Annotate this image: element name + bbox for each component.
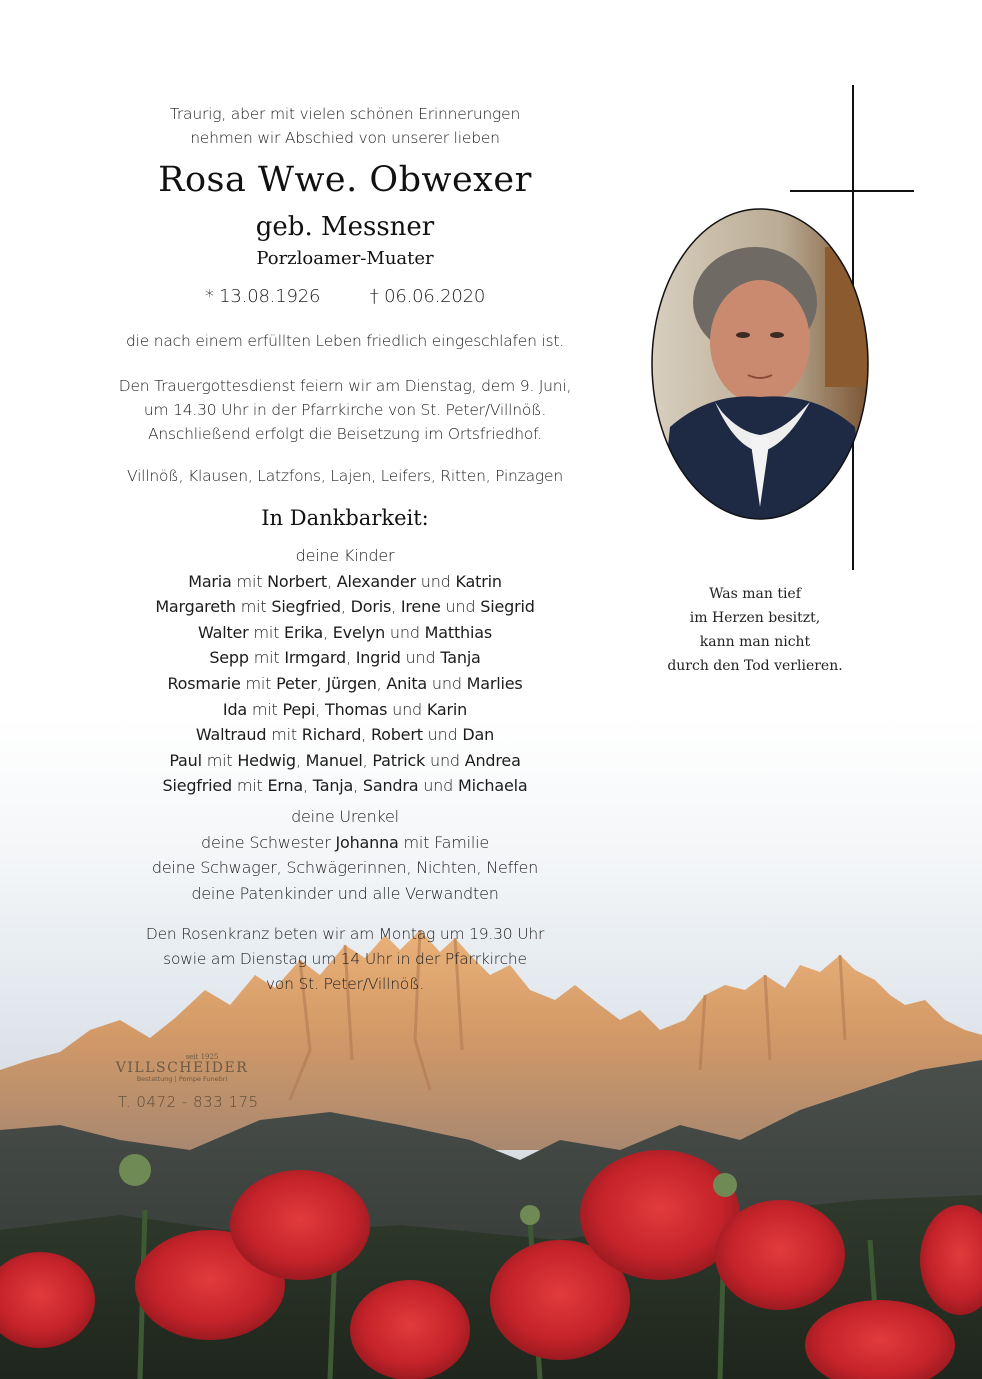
person-name: Thomas [325, 699, 388, 719]
person-name: Walter [198, 622, 249, 642]
person-name: Maria [188, 571, 232, 591]
connector-text: , [322, 622, 333, 642]
person-name: Erika [284, 622, 323, 642]
connector-text: mit [235, 597, 272, 617]
person-name: Patrick [372, 750, 426, 770]
person-name: Anita [386, 673, 428, 693]
child-family-line [90, 594, 600, 620]
person-name: Tanja [312, 776, 354, 796]
quote-line: Was man tief [709, 586, 801, 602]
connector-text: mit [266, 725, 302, 745]
connector-text: mit [240, 673, 277, 693]
person-name: Waltraud [195, 725, 267, 745]
relative-line [90, 855, 600, 881]
nickname: Porzloamer-Muater [256, 248, 434, 269]
child-family-line [90, 620, 600, 646]
person-name: Paul [169, 750, 202, 770]
quote-line: kann man nicht [699, 634, 811, 650]
person-name: Sandra [362, 776, 419, 796]
person-name: Michaela [457, 776, 528, 796]
connector-text: deine Schwester [201, 832, 336, 852]
connector-text: , [345, 648, 356, 668]
relative-line [90, 830, 600, 856]
connector-text: mit [247, 699, 283, 719]
funeral-line: Den Trauergottesdienst feiern wir am Dienstag, dem 9. Juni, [118, 377, 572, 395]
child-family-line [90, 773, 600, 799]
connector-text: und [440, 597, 481, 617]
funeral-info [90, 374, 600, 446]
child-family-line [90, 645, 600, 671]
connector-text: mit [231, 776, 268, 796]
funeral-line: um 14.30 Uhr in der Pfarrkirche von St. Peter/Villnöß. [143, 401, 547, 419]
connector-text: mit [201, 750, 238, 770]
connector-text: , [326, 571, 337, 591]
connector-text: , [303, 776, 313, 796]
peace-line: die nach einem erfüllten Leben friedlich eingeschlafen ist. [125, 332, 565, 350]
person-name: Richard [301, 725, 362, 745]
person-name: Hedwig [237, 750, 296, 770]
person-name: Andrea [464, 750, 521, 770]
relatives-list [90, 804, 600, 906]
connector-text: deine Patenkinder und alle Verwandten [191, 883, 499, 903]
connector-text: und [385, 622, 425, 642]
person-name: Johanna [335, 832, 399, 852]
connector-text: mit [248, 622, 285, 642]
child-family-line [90, 722, 600, 748]
connector-text: , [315, 699, 326, 719]
connector-text: und [400, 648, 441, 668]
rosary-line: sowie am Dienstag um 14 Uhr in der Pfarrkirche [163, 950, 527, 968]
undertaker-name: VILLSCHEIDER [115, 1060, 249, 1076]
connector-text: , [316, 673, 327, 693]
rosary-line: Den Rosenkranz beten wir am Montag um 19.30 Uhr [145, 925, 545, 943]
person-name: Ingrid [355, 648, 401, 668]
relative-line [90, 881, 600, 907]
portrait-photo [650, 207, 870, 522]
birth-date: * 13.08.1926 [204, 286, 321, 307]
death-date: † 06.06.2020 [369, 286, 486, 307]
connector-text: , [340, 597, 351, 617]
intro-line: Traurig, aber mit vielen schönen Erinnerungen [169, 105, 521, 123]
funeral-line: Anschließend erfolgt die Beisetzung im Ortsfriedhof. [147, 425, 543, 443]
person-name: Rosmarie [167, 673, 241, 693]
person-name: Erna [267, 776, 304, 796]
person-name: Irene [400, 597, 441, 617]
person-name: Ida [222, 699, 248, 719]
person-name: Margareth [155, 597, 236, 617]
connector-text: und [418, 776, 458, 796]
person-name: Katrin [455, 571, 502, 591]
connector-text: und [422, 725, 463, 745]
birth-name: geb. Messner [255, 212, 435, 242]
mourners-list [90, 543, 600, 906]
person-name: Pepi [282, 699, 316, 719]
connector-text: deine Urenkel [291, 806, 399, 826]
quote-line: im Herzen besitzt, [689, 610, 821, 626]
rosary-line: von St. Peter/Villnöß. [265, 975, 425, 993]
connector-text: , [362, 750, 373, 770]
connector-text: und [425, 750, 465, 770]
person-name: Robert [370, 725, 423, 745]
person-name: Irmgard [284, 648, 346, 668]
child-family-line [90, 569, 600, 595]
connector-text: und [415, 571, 456, 591]
child-family-line [90, 748, 600, 774]
child-family-line [90, 671, 600, 697]
undertaker-phone: T. 0472 - 833 175 [118, 1093, 259, 1111]
deceased-name: Rosa Wwe. Obwexer [158, 160, 532, 200]
relative-line [90, 804, 600, 830]
connector-text: und [387, 699, 427, 719]
person-name: Norbert [267, 571, 327, 591]
life-dates [90, 286, 600, 307]
connector-text: mit Familie [398, 832, 489, 852]
child-family-line [90, 697, 600, 723]
person-name: Siegrid [480, 597, 535, 617]
person-name: Matthias [424, 622, 492, 642]
connector-text: mit [248, 648, 285, 668]
person-name: Karin [426, 699, 468, 719]
connector-text: , [295, 750, 306, 770]
connector-text: und [427, 673, 467, 693]
person-name: Doris [350, 597, 392, 617]
children-list [90, 569, 600, 799]
person-name: Tanja [440, 648, 481, 668]
quote-line: durch den Tod verlieren. [667, 658, 843, 674]
rosary-info [90, 922, 600, 997]
connector-text: , [376, 673, 387, 693]
person-name: Sepp [209, 648, 249, 668]
connector-text: mit [231, 571, 268, 591]
connector-text: , [391, 597, 401, 617]
intro-text [90, 102, 600, 150]
person-name: Dan [462, 725, 495, 745]
connector-text: deine Schwager, Schwägerinnen, Nichten, Neffen [151, 858, 539, 878]
person-name: Jürgen [326, 673, 377, 693]
undertaker-logo [112, 1053, 252, 1083]
person-name: Manuel [305, 750, 363, 770]
places-list: Villnöß, Klausen, Latzfons, Lajen, Leifers, Ritten, Pinzagen [127, 467, 563, 485]
person-name: Siegfried [271, 597, 341, 617]
intro-line: nehmen wir Abschied von unserer lieben [190, 129, 500, 147]
thanks-heading: In Dankbarkeit: [261, 506, 429, 530]
person-name: Evelyn [332, 622, 386, 642]
connector-text: , [353, 776, 363, 796]
person-name: Alexander [336, 571, 416, 591]
undertaker-since: seit 1925 [185, 1053, 219, 1061]
children-heading: deine Kinder [295, 546, 395, 565]
person-name: Siegfried [162, 776, 232, 796]
memorial-quote [640, 582, 870, 678]
undertaker-subtitle: Bestattung | Pompe Funebri [136, 1075, 228, 1083]
person-name: Marlies [466, 673, 523, 693]
connector-text: , [361, 725, 371, 745]
person-name: Peter [276, 673, 317, 693]
